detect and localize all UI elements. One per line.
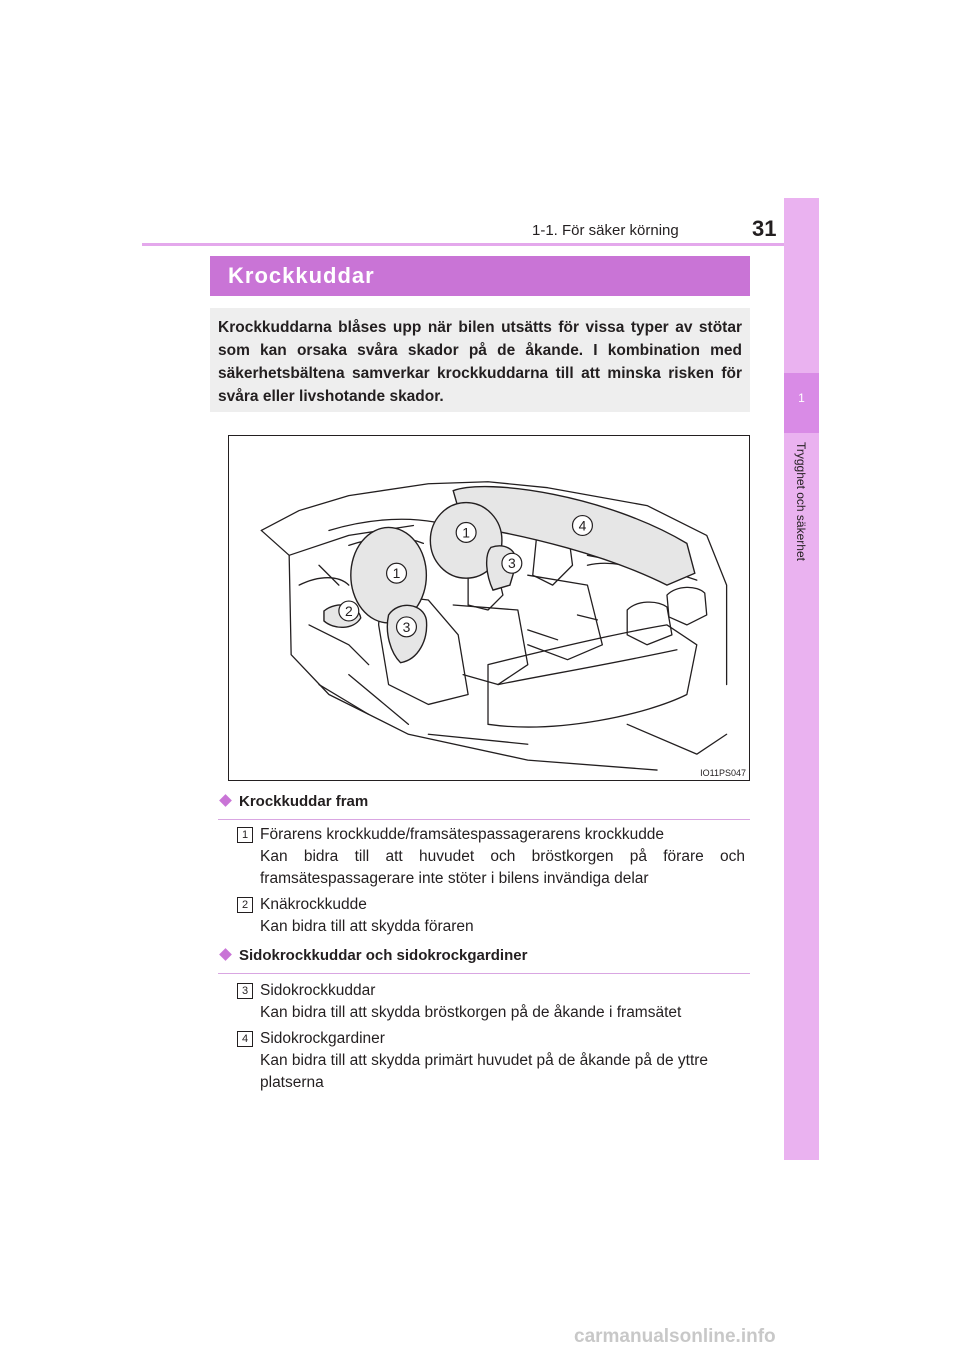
diamond-bullet-icon [219,794,232,807]
item-description: Kan bidra till att huvudet och bröstkorgen på förare och framsätespassagerare inte stöter i bilens invändiga delar [260,848,745,887]
page-number: 31 [752,216,777,241]
section-title: 1-1. För säker körning [532,222,679,239]
item-number: 4 [237,1031,253,1047]
page-title: Krockkuddar [228,263,375,288]
callout-label: 4 [578,517,587,534]
list-item [260,980,745,1024]
callout-label: 1 [462,524,471,541]
intro-box [210,308,750,412]
chapter-side-tab [784,198,819,1160]
item-name: Sidokrockkuddar [260,982,376,999]
item-name: Knäkrockkudde [260,896,367,913]
callout-label: 2 [344,602,353,619]
diamond-bullet-icon [219,948,232,961]
item-description: Kan bidra till att skydda primärt huvudet på de åkande på de yttre platserna [260,1052,709,1091]
callout-label: 1 [392,565,401,582]
chapter-title: Trygghet och säkerhet [794,442,808,561]
list-item [260,1028,745,1094]
item-number: 3 [237,983,253,999]
section-heading-text: Sidokrockkuddar och sidokrockgardiner [239,947,528,964]
airbag-illustration-drawing [229,436,749,780]
watermark: carmanualsonline.info [574,1326,776,1347]
item-description: Kan bidra till att skydda föraren [260,918,474,935]
header-divider [142,243,818,246]
list-item [260,824,745,890]
section-heading-front-airbags [218,793,750,820]
section-heading-text: Krockkuddar fram [239,793,369,810]
callout-label: 3 [402,618,411,635]
callout-label: 3 [507,555,516,572]
section-heading-side-airbags [218,947,750,974]
airbag-illustration [228,435,750,781]
item-name: Sidokrockgardiner [260,1030,385,1047]
intro-text: Krockkuddarna blåses upp när bilen utsätts för vissa typer av stötar som kan orsaka svåra skador på de åkande. I kombination med säkerhetsbältena samverkar krockkuddarna till att minska risken för svåra eller livshotande skador. [218,319,742,405]
item-number: 1 [237,827,253,843]
title-bar [210,256,750,296]
item-name: Förarens krockkudde/framsätespassagerarens krockkudde [260,826,665,843]
item-description: Kan bidra till att skydda bröstkorgen på de åkande i framsätet [260,1004,682,1021]
list-item [260,894,745,938]
item-number: 2 [237,897,253,913]
chapter-number: 1 [798,391,805,405]
figure-code: IO11PS047 [700,768,746,778]
